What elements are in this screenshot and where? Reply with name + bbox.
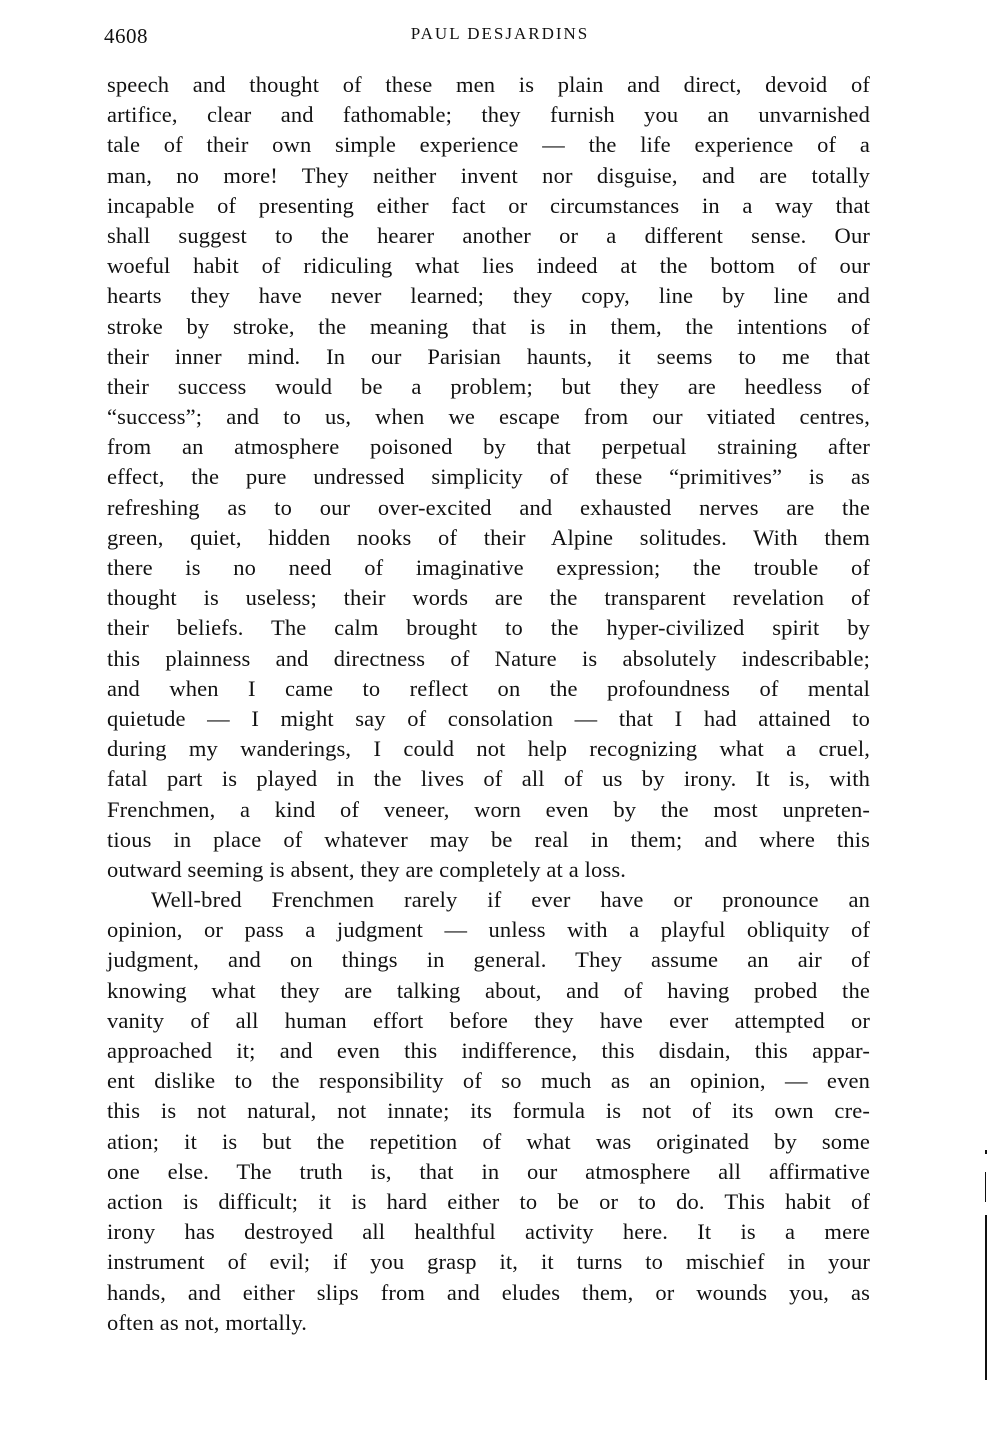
text-line: this is not natural, not innate; its formula is not of its own cre- (107, 1098, 870, 1124)
text-line: tious in place of whatever may be real in them; and where this (107, 826, 870, 852)
scan-edge-mark (985, 1215, 987, 1380)
text-line: often as not, mortally. (107, 1309, 308, 1335)
text-line: action is difficult; it is hard either to be or to do. This habit of (107, 1188, 870, 1214)
text-line: one else. The truth is, that in our atmosphere all affirmative (107, 1158, 870, 1184)
text-line: fatal part is played in the lives of all of us by irony. It is, with (107, 766, 870, 792)
text-line: and when I came to reflect on the profoundness of mental (107, 675, 870, 701)
text-line: ation; it is but the repetition of what was originated by some (107, 1128, 870, 1154)
text-line: Frenchmen, a kind of veneer, worn even by the most unpreten- (107, 796, 870, 822)
text-line: from an atmosphere poisoned by that perpetual straining after (107, 434, 870, 460)
text-line: during my wanderings, I could not help recognizing what a cruel, (107, 736, 870, 762)
text-line: hands, and either slips from and eludes them, or wounds you, as (107, 1279, 870, 1305)
text-line: approached it; and even this indifference, this disdain, this appar- (107, 1038, 870, 1063)
text-line: irony has destroyed all healthful activity here. It is a mere (107, 1219, 870, 1245)
text-line: effect, the pure undressed simplicity of these “primitives” is as (107, 464, 870, 490)
text-line: their success would be a problem; but they are heedless of (107, 373, 870, 399)
text-line: judgment, and on things in general. They assume an air of (107, 947, 870, 973)
text-line: incapable of presenting either fact or circumstances in a way that (107, 192, 870, 218)
running-head: PAUL DESJARDINS (410, 24, 590, 43)
text-line: ent dislike to the responsibility of so much as an opinion, — even (107, 1068, 870, 1094)
scan-edge-mark (985, 1150, 987, 1154)
text-line: Well-bred Frenchmen rarely if ever have or pronounce an (151, 887, 870, 913)
text-line: opinion, or pass a judgment — unless with a playful obliquity of (107, 917, 870, 943)
text-line: instrument of evil; if you grasp it, it turns to mischief in your (107, 1249, 870, 1275)
body-text (107, 70, 870, 1338)
scan-edge-mark (985, 1172, 986, 1202)
text-line: there is no need of imaginative expression; the trouble of (107, 555, 870, 580)
text-line: man, no more! They neither invent nor disguise, and are totally (107, 162, 870, 188)
text-line: stroke by stroke, the meaning that is in them, the intentions of (107, 313, 870, 339)
text-line: quietude — I might say of consolation — that I had attained to (107, 705, 870, 731)
paragraph (107, 70, 870, 885)
paragraph (107, 885, 870, 1338)
text-line: artifice, clear and fathomable; they furnish you an unvarnished (107, 102, 870, 128)
text-line: woeful habit of ridiculing what lies indeed at the bottom of our (107, 253, 870, 279)
text-line: vanity of all human effort before they have ever attempted or (107, 1007, 870, 1033)
text-line: hearts they have never learned; they copy, line by line and (107, 283, 870, 309)
text-line: shall suggest to the hearer another or a different sense. Our (107, 222, 870, 248)
text-line: their beliefs. The calm brought to the hyper-civilized spirit by (107, 615, 870, 641)
text-line: “success”; and to us, when we escape from our vitiated centres, (107, 404, 870, 430)
text-line: knowing what they are talking about, and of having probed the (107, 977, 870, 1003)
text-line: their inner mind. In our Parisian haunts, it seems to me that (107, 343, 870, 369)
text-line: thought is useless; their words are the transparent revelation of (107, 585, 870, 611)
page-number: 4608 (104, 24, 148, 48)
text-line: refreshing as to our over-excited and exhausted nerves are the (107, 494, 870, 520)
text-line: speech and thought of these men is plain and direct, devoid of (107, 72, 870, 97)
text-line: tale of their own simple experience — the life experience of a (107, 132, 870, 158)
text-line: outward seeming is absent, they are completely at a loss. (107, 856, 627, 882)
text-line: this plainness and directness of Nature is absolutely indescribable; (107, 645, 870, 671)
text-line: green, quiet, hidden nooks of their Alpine solitudes. With them (107, 524, 870, 550)
